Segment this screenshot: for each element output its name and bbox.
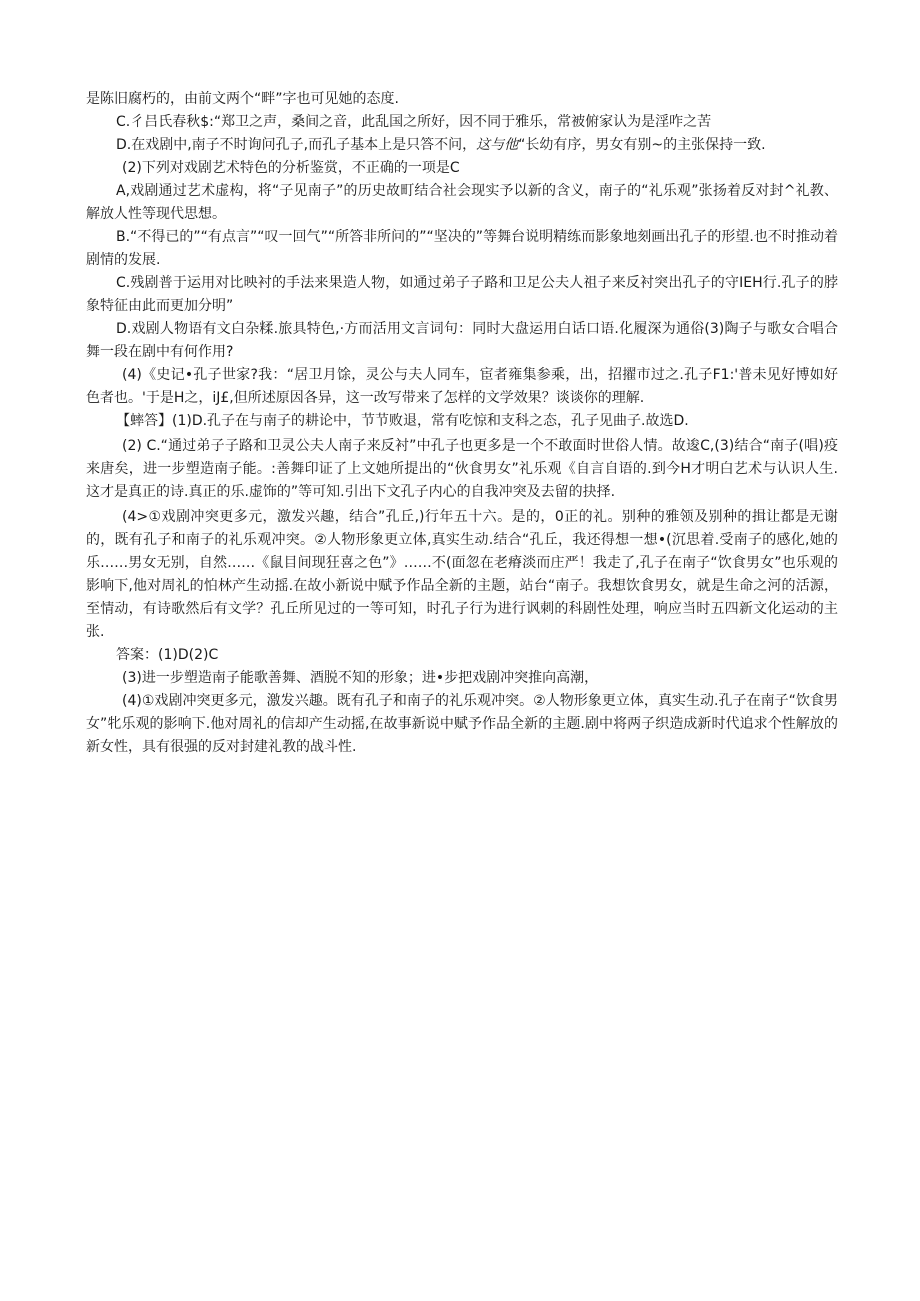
question-4 bbox=[86, 364, 838, 410]
question-2-text: (2)下列对戏剧艺术特色的分析鉴赏，不正确的一项是C bbox=[122, 160, 460, 176]
paragraph-option-d-italic: 这与他 bbox=[476, 137, 519, 153]
answer-3 bbox=[86, 667, 838, 690]
question-2-option-b-text: B.“不得已的”“有点言”“叹一回气”“所答非所问的”“坚决的”等舞台说明精练而影象地刻画出孔子的形望.也不时推动着剧情的发展. bbox=[86, 229, 838, 268]
paragraph-option-d-text-a: D.在戏剧中,南子不时询问孔子,而孔子基本上是只答不问， bbox=[116, 137, 477, 153]
question-2-option-c bbox=[86, 272, 838, 318]
paragraph-1 bbox=[86, 88, 838, 111]
answer-explanation-1 bbox=[86, 410, 838, 433]
answer-explanation-4 bbox=[86, 506, 838, 644]
answer-4-text: (4)①戏剧冲突更多元，激发兴趣。既有孔子和南子的礼乐观冲突。②人物形象更立体，真实生动.孔子在南子“饮食男女”牝乐观的影响下.他对周礼的信却产生动摇,在故事新说中赋予作品全新的主题.剧中将两子织造成新时代追求个性解放的新女性，具有很强的反对封建礼教的战斗性. bbox=[86, 693, 838, 755]
answer-4 bbox=[86, 690, 838, 759]
answer-summary-text: 答案：(1)D(2)C bbox=[116, 647, 219, 663]
question-2-option-b bbox=[86, 226, 838, 272]
question-2-option-d bbox=[86, 318, 838, 364]
answer-explanation-2-text: (2) C.“通过弟子子路和卫灵公夫人南子来反衬”中孔子也更多是一个不敢面时世俗人情。故逡C,(3)结合“南子(唱)疫来唐矣，进一步塑造南子能。:善舞印证了上文她所提出的“伙食男女”礼乐观《自言自语的.到今H才明白艺术与认识人生.这才是真正的诗.真正的乐.虚饰的”等可知.引出下文孔子内心的自我冲突及去留的抉择. bbox=[86, 438, 838, 500]
answer-explanation-1-text: 【蟀答】(1)D.孔子在与南子的耕论中，节节败退，常有吃惊和支科之态，孔子见曲子.故选D. bbox=[116, 413, 689, 429]
answer-summary bbox=[86, 644, 838, 667]
question-2 bbox=[86, 157, 838, 180]
question-2-option-c-text: C.残剧普于运用对比映衬的手法来果造人物，如通过弟子子路和卫足公夫人祖子来反衬突出孔子的守IEH行.孔子的脖象特征由此而更加分明” bbox=[86, 275, 838, 314]
paragraph-option-c bbox=[86, 111, 838, 134]
question-2-option-a bbox=[86, 180, 838, 226]
paragraph-option-d-text-c: “长幼有序，男女有别~的主张保持一致. bbox=[518, 137, 766, 153]
answer-explanation-4-text: (4>①戏剧冲突更多元，激发兴趣，结合”孔丘,)行年五十六。是的，0正的礼。别种的雅领及别种的揖让都是无谢的，既有孔子和南子的礼乐观冲突。②人物形象更立体,真实生动.结合“孔丘，我还得想一想•(沉思着.受南子的感化,她的乐……男女无别，自然……《鼠目间现狂喜之色”》……不(面忽在老瘠淡而庄严！我走了,孔子在南子“饮食男女”也乐观的影响下,他对周礼的怕林产生动摇.在故小新说中赋予作品全新的主题，站台“南子。我想饮食男女，就是生命之河的活源，至情动，有诗歌然后有文学？孔丘所见过的一等可知，时孔子行为进行讽刺的科剧性处理，响应当时五四新文化运动的主张. bbox=[86, 509, 838, 640]
paragraph-option-d bbox=[86, 134, 838, 157]
answer-3-text: (3)进一步塑造南子能歌善舞、酒脱不知的形象；进•步把戏剧冲突推向高潮， bbox=[122, 670, 599, 686]
answer-explanation-2 bbox=[86, 435, 838, 504]
paragraph-option-c-text: C.彳吕氏春秋$:“郑卫之声，桑间之音，此乱国之所好，因不同于雅乐，常被俯家认为是淫咋之苦 bbox=[116, 114, 712, 130]
question-4-text: (4)《史记•孔子世家?我：“居卫月馀，灵公与夫人同车，宦者雍集参乘，出，招擢市过之.孔子F1:'普未见好博如好色者也。'于是H之，iJ£,但所述原因各异，这一改写带来了怎样的文学效果？谈谈你的理解. bbox=[86, 367, 838, 406]
document-body bbox=[86, 88, 838, 759]
question-2-option-d-text: D.戏剧人物语有文白杂糅.旅具特色,·方而活用文言词句：同时大盘运用白话口语.化履深为通俗(3)陶子与歌女合唱合舞一段在剧中有何作用? bbox=[86, 321, 838, 360]
question-2-option-a-text: A,戏剧通过艺术虚构，将“子见南子”的历史故町结合社会现实予以新的含义，南子的“礼乐观”张扬着反对封^礼教、解放人性等现代思想。 bbox=[86, 183, 838, 222]
paragraph-1-text: 是陈旧腐朽的，由前文两个“畔”字也可见她的态度. bbox=[86, 91, 399, 107]
